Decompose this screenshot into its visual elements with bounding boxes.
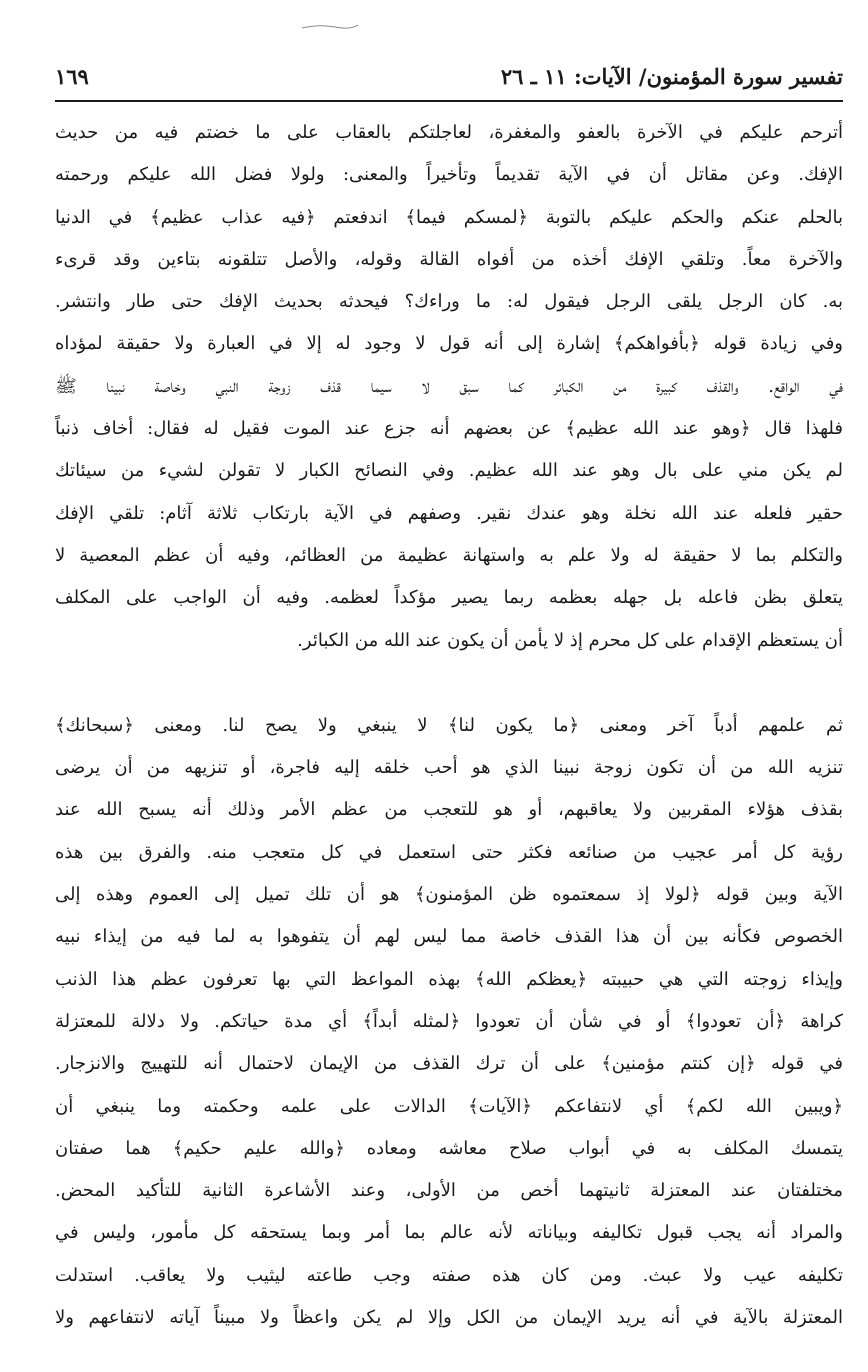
text-line: ﴿ويبين الله لكم﴾ أي لانتفاعكم ﴿الآيات﴾ الدالات على علمه وحكمته وما ينبغي أن <box>55 1095 843 1117</box>
paragraph <box>55 705 843 1339</box>
paragraph-gap <box>55 662 843 705</box>
text-line: يتمسك المكلف به في أبواب صلاح معاشه ومعاده ﴿والله عليم حكيم﴾ هما صفتان <box>55 1137 843 1159</box>
text-line: مختلفتان عند المعتزلة ثانيتهما أخص من الأولى، وعند الأشاعرة الثانية للتأكيد المحض. <box>55 1180 843 1202</box>
text-line: المعتزلة بالآية في أنه يريد الإيمان من الكل وإلا لم يكن واعظاً ولا مبيناً آياته لانتفاعهم ولا <box>55 1307 843 1329</box>
text-line: في الواقع. والقذف كبيرة من الكبائر كما سبق لا سيما قذف زوجة النبي وخاصة نبينا ﷺ <box>55 375 843 397</box>
text-line: بالحلم عنكم والحكم عليكم بالتوبة ﴿لمسكم فيما﴾ اندفعتم ﴿فيه عذاب عظيم﴾ في الدنيا <box>55 206 843 228</box>
header-divider <box>55 100 843 102</box>
running-header <box>55 62 843 96</box>
text-line: الخصوص فكأنه بين أن هذا القذف خاصة مما ليس لهم أن يتفوهوا به لما فيه من إيذاء نبيه <box>55 926 843 948</box>
text-line: الإفك. وعن مقاتل أن في الآية تقديماً وتأخيراً والمعنى: ولولا فضل الله عليكم ورحمته <box>55 164 843 186</box>
text-line: الآية وبين قوله ﴿لولا إذ سمعتموه ظن المؤمنون﴾ هو أن تلك تميل إلى العموم وهذه إلى <box>55 884 843 906</box>
text-line: يتعلق بظن فاعله بل جهله بعظمه ربما يصير مؤكداً لعظمه. وفيه أن الواجب على المكلف <box>55 587 843 609</box>
text-line: وإيذاء زوجته التي هي حبيبته ﴿يعظكم الله﴾ بهذه المواعظ التي بها تعرفون عظم هذا الذنب <box>55 968 843 990</box>
text-line: أترحم عليكم في الآخرة بالعفو والمغفرة، لعاجلتكم بالعقاب على ما خضتم فيه من حديث <box>55 122 843 143</box>
scan-mark <box>300 22 360 32</box>
text-line: به. كان الرجل يلقى الرجل فيقول له: ما وراءك؟ فيحدثه بحديث الإفك حتى طار وانتشر. <box>55 291 843 313</box>
text-line: والمراد أنه يجب قبول تكاليفه وبياناته لأنه عالم بما أمر وبما يستحقه كل مأمور، وليس في <box>55 1222 843 1244</box>
text-line: فلهذا قال ﴿وهو عند الله عظيم﴾ عن بعضهم أنه جزع عند الموت فقيل له فقال: أخاف ذنباً <box>55 418 843 440</box>
text-line: كراهة ﴿أن تعودوا﴾ أو في شأن أن تعودوا ﴿لمثله أبداً﴾ أي مدة حياتكم. ولا دلالة للمعتزلة <box>55 1010 843 1032</box>
text-line: تنزيه الله من أن تكون زوجة نبينا الذي هو أحب خلقه إليه فاجرة، أو تنزيهه من أن يرضى <box>55 757 843 779</box>
paragraph <box>55 112 843 662</box>
text-line: وفي زيادة قوله ﴿بأفواهكم﴾ إشارة إلى أنه قول لا وجود له إلا في العبارة ولا حقيقة لمؤداه <box>55 333 843 355</box>
page-number: ١٦٩ <box>55 64 89 89</box>
text-line: والآخرة معاً. وتلقي الإفك أخذه من أفواه القالة وقوله، والأصل تتلقونه بتاءين وقد قرىء <box>55 248 843 270</box>
text-line: في قوله ﴿إن كنتم مؤمنين﴾ على أن ترك القذف من الإيمان لاحتمال أنه للتهييج والانزجار. <box>55 1053 843 1075</box>
text-line: ثم علمهم أدباً آخر ومعنى ﴿ما يكون لنا﴾ لا ينبغي ولا يصح لنا. ومعنى ﴿سبحانك﴾ <box>55 714 843 736</box>
text-line: والتكلم بما لا حقيقة له ولا علم به واستهانة عظيمة من العظائم، وفيه أن عظم المعصية لا <box>55 544 843 566</box>
text-line: لم يكن مني على بال وهو عند الله عظيم. وفي النصائح الكبار لا تقولن لشيء من سيئاتك <box>55 460 843 482</box>
text-line: بقذف هؤلاء المقربين ولا يعاقبهم، أو هو للتعجب من عظم الأمر وذلك أنه يسبح الله عند <box>55 799 843 821</box>
text-line: حقير فلعله عند الله نخلة وهو عندك نقير. وصفهم في الآية بارتكاب ثلاثة آثام: تلقي الإفك <box>55 502 843 524</box>
running-title: تفسير سورة المؤمنون/ الآيات: ١١ ـ ٢٦ <box>500 64 843 89</box>
text-line: أن يستعظم الإقدام على كل محرم إذ لا يأمن أن يكون عند الله من الكبائر. <box>297 629 843 651</box>
text-line: رؤية كل أمر عجيب من صنائعه فكثر حتى استعمل في كل متعجب منه. والفرق بين هذه <box>55 841 843 863</box>
text-line: تكليفه عيب ولا عبث. ومن كان هذه صفته وجب طاعته ليثيب ولا يعاقب. استدلت <box>55 1264 843 1286</box>
page-body <box>55 112 843 1339</box>
